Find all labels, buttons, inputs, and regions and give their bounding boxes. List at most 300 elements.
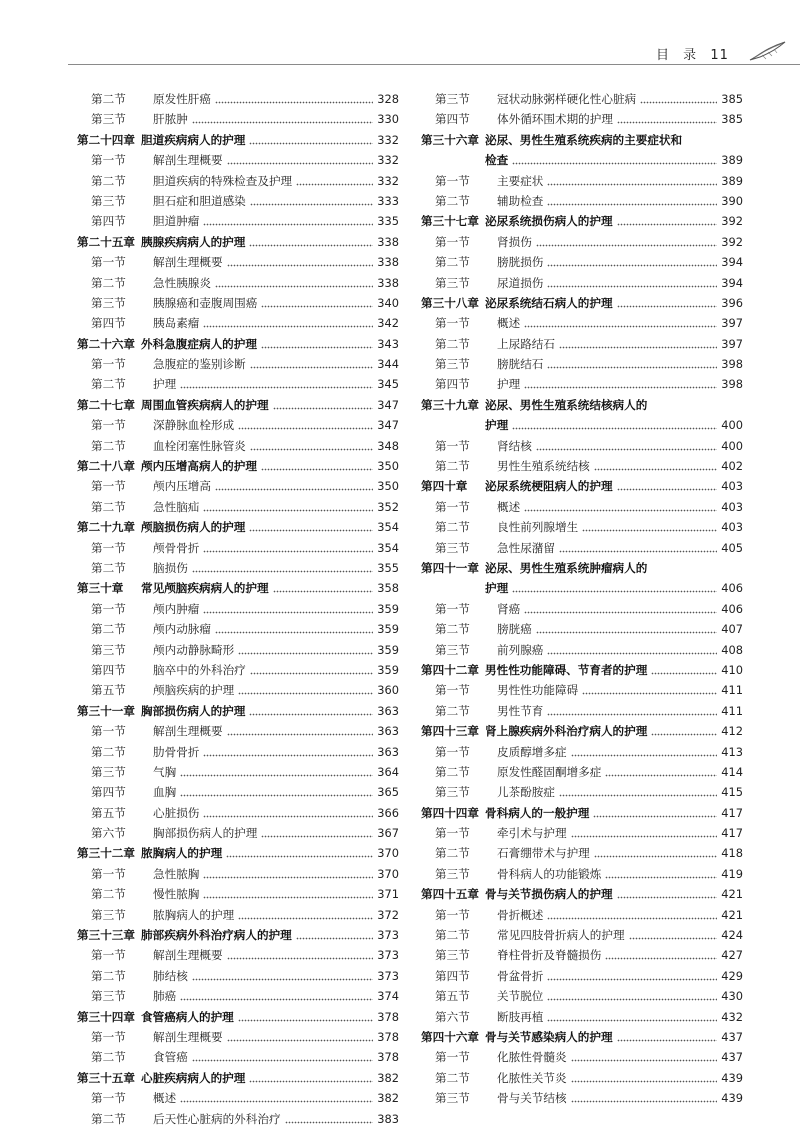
toc-leader-dots (547, 905, 717, 925)
toc-entry-number: 第一节 (91, 601, 126, 616)
toc-chapter-entry[interactable] (77, 925, 399, 945)
toc-section-entry[interactable] (77, 945, 399, 965)
toc-entry-page: 354 (377, 520, 399, 535)
toc-chapter-entry[interactable] (77, 130, 399, 150)
toc-entry-title: 骨科病人的一般护理 (485, 805, 590, 820)
toc-entry-title: 胸部损伤病人的护理 (141, 703, 246, 718)
toc-section-entry[interactable] (77, 313, 399, 333)
toc-entry-number: 第三节 (435, 357, 470, 372)
toc-leader-dots (261, 456, 373, 476)
toc-section-entry[interactable] (421, 864, 743, 884)
toc-entry-title: 胰腺疾病病人的护理 (141, 234, 246, 249)
toc-section-entry[interactable] (77, 558, 399, 578)
toc-leader-dots (180, 986, 373, 1006)
toc-section-entry[interactable] (77, 680, 399, 700)
toc-section-entry[interactable] (77, 1109, 399, 1129)
toc-entry-page: 415 (721, 785, 743, 800)
toc-entry-number: 第二节 (435, 1070, 470, 1085)
toc-entry-number: 第一节 (435, 316, 470, 331)
toc-entry-title: 胰岛素瘤 (153, 316, 200, 331)
toc-section-entry[interactable] (421, 436, 743, 456)
toc-chapter-entry[interactable] (77, 701, 399, 721)
toc-section-entry[interactable] (421, 966, 743, 986)
toc-entry-page: 347 (377, 418, 399, 433)
toc-section-entry[interactable] (421, 905, 743, 925)
toc-chapter-entry[interactable] (421, 803, 743, 823)
toc-entry-number: 第四节 (91, 662, 126, 677)
toc-entry-title: 泌尿系统结石病人的护理 (485, 295, 613, 310)
toc-entry-number: 第五节 (91, 805, 126, 820)
toc-chapter-entry[interactable] (421, 150, 743, 170)
toc-entry-number: 第二节 (91, 887, 126, 902)
toc-entry-number: 第二节 (435, 459, 470, 474)
toc-section-entry[interactable] (77, 415, 399, 435)
toc-section-entry[interactable] (421, 171, 743, 191)
toc-entry-page: 418 (721, 846, 743, 861)
toc-chapter-entry[interactable] (421, 660, 743, 680)
toc-entry-page: 332 (377, 132, 399, 147)
toc-entry-title: 概述 (153, 1091, 177, 1106)
toc-entry-title: 脓胸病人的护理 (141, 846, 223, 861)
toc-section-entry[interactable] (77, 721, 399, 741)
toc-entry-title: 断肢再植 (497, 1009, 544, 1024)
toc-leader-dots (559, 538, 717, 558)
toc-entry-number: 第二节 (435, 846, 470, 861)
toc-entry-title: 膀胱癌 (497, 622, 532, 637)
toc-entry-title: 肋骨骨折 (153, 744, 200, 759)
toc-entry-title: 食管癌 (153, 1050, 188, 1065)
toc-entry-page: 408 (721, 642, 743, 657)
toc-entry-number (421, 150, 485, 170)
toc-entry-page: 359 (377, 642, 399, 657)
toc-entry-page: 398 (721, 357, 743, 372)
toc-entry-title: 解剖生理概要 (153, 1029, 223, 1044)
toc-entry-page: 403 (721, 479, 743, 494)
toc-entry-number: 第三节 (91, 295, 126, 310)
toc-section-entry[interactable] (421, 742, 743, 762)
toc-entry-title: 颅骨骨折 (153, 540, 200, 555)
toc-entry-title: 骨科病人的功能锻炼 (497, 866, 602, 881)
toc-entry-page: 394 (721, 275, 743, 290)
toc-section-entry[interactable] (421, 640, 743, 660)
toc-entry-title: 上尿路结石 (497, 336, 555, 351)
toc-leader-dots (203, 211, 373, 231)
toc-entry-number: 第三节 (435, 642, 470, 657)
toc-leader-dots (593, 803, 717, 823)
toc-entry-page: 390 (721, 193, 743, 208)
toc-entry-title: 颅脑损伤病人的护理 (141, 520, 246, 535)
toc-leader-dots (273, 578, 374, 598)
toc-entry-title: 脑卒中的外科治疗 (153, 662, 246, 677)
toc-section-entry[interactable] (77, 884, 399, 904)
toc-entry-title: 胆道疾病的特殊检查及护理 (153, 173, 293, 188)
toc-entry-number: 第三十一章 (77, 703, 135, 718)
toc-chapter-entry[interactable] (77, 1068, 399, 1088)
toc-entry-title: 肺部疾病外科治疗病人的护理 (141, 928, 292, 943)
toc-entry-number: 第三节 (91, 907, 126, 922)
toc-entry-page: 344 (377, 357, 399, 372)
toc-section-entry[interactable] (77, 619, 399, 639)
toc-section-entry[interactable] (421, 619, 743, 639)
toc-entry-number: 第二十八章 (77, 459, 135, 474)
toc-section-entry[interactable] (77, 273, 399, 293)
toc-leader-dots (227, 150, 374, 170)
toc-entry-title: 护理 (497, 377, 521, 392)
toc-entry-page: 437 (721, 1050, 743, 1065)
toc-section-entry[interactable] (421, 252, 743, 272)
toc-entry-title: 急性脑疝 (153, 499, 200, 514)
toc-entry-title: 常见四肢骨折病人的护理 (497, 928, 625, 943)
toc-entry-page: 439 (721, 1091, 743, 1106)
toc-entry-number: 第六节 (91, 826, 126, 841)
toc-leader-dots (203, 313, 373, 333)
toc-entry-number: 第四节 (435, 968, 470, 983)
toc-entry-number: 第一节 (91, 418, 126, 433)
toc-entry-title: 肾结核 (497, 438, 532, 453)
toc-entry-page: 360 (377, 683, 399, 698)
toc-entry-page: 392 (721, 234, 743, 249)
toc-leader-dots (524, 497, 717, 517)
toc-entry-page: 394 (721, 255, 743, 270)
toc-leader-dots (594, 843, 717, 863)
toc-entry-title: 血胸 (153, 785, 177, 800)
toc-entry-number: 第一节 (435, 499, 470, 514)
toc-entry-page: 333 (377, 193, 399, 208)
toc-section-entry[interactable] (421, 680, 743, 700)
toc-entry-title: 概述 (497, 316, 521, 331)
toc-leader-dots (192, 558, 373, 578)
toc-entry-number: 第一节 (91, 153, 126, 168)
toc-entry-title: 护理 (485, 418, 509, 433)
toc-entry-number: 第三节 (91, 989, 126, 1004)
toc-entry-page: 411 (721, 703, 743, 718)
toc-entry-number: 第三十九章 (421, 397, 479, 412)
toc-entry-number: 第一节 (91, 255, 126, 270)
toc-section-entry[interactable] (421, 986, 743, 1006)
toc-entry-title: 泌尿系统梗阻病人的护理 (485, 479, 613, 494)
toc-entry-page: 403 (721, 520, 743, 535)
running-title (656, 44, 729, 63)
toc-entry-number: 第二节 (91, 377, 126, 392)
toc-section-entry[interactable] (421, 191, 743, 211)
toc-entry-page: 373 (377, 968, 399, 983)
toc-entry-title: 心脏损伤 (153, 805, 200, 820)
toc-entry-page: 348 (377, 438, 399, 453)
toc-section-entry[interactable] (421, 456, 743, 476)
toc-leader-dots (605, 762, 717, 782)
toc-section-entry[interactable] (77, 986, 399, 1006)
toc-entry-page: 338 (377, 234, 399, 249)
toc-entry-number: 第二十六章 (77, 336, 135, 351)
toc-entry-number: 第二节 (91, 744, 126, 759)
toc-leader-dots (547, 252, 717, 272)
toc-entry-number: 第三节 (91, 193, 126, 208)
toc-entry-number: 第二十四章 (77, 132, 135, 147)
toc-section-entry[interactable] (421, 374, 743, 394)
toc-section-entry[interactable] (421, 89, 743, 109)
toc-section-entry[interactable] (77, 252, 399, 272)
toc-section-entry[interactable] (77, 1047, 399, 1067)
toc-section-entry[interactable] (77, 374, 399, 394)
toc-chapter-entry[interactable] (421, 476, 743, 496)
toc-leader-dots (524, 313, 717, 333)
toc-entry-number: 第二十五章 (77, 234, 135, 249)
toc-section-entry[interactable] (421, 762, 743, 782)
toc-chapter-entry[interactable] (421, 558, 743, 578)
toc-leader-dots (651, 721, 717, 741)
toc-chapter-entry[interactable] (77, 1007, 399, 1027)
toc-chapter-entry[interactable] (77, 395, 399, 415)
toc-entry-number: 第二节 (435, 622, 470, 637)
toc-section-entry[interactable] (77, 150, 399, 170)
toc-entry-page: 332 (377, 153, 399, 168)
toc-chapter-entry[interactable] (77, 456, 399, 476)
toc-entry-page: 352 (377, 499, 399, 514)
toc-leader-dots (238, 680, 373, 700)
toc-entry-title: 肾癌 (497, 601, 521, 616)
toc-entry-number: 第三十四章 (77, 1009, 135, 1024)
toc-section-entry[interactable] (77, 803, 399, 823)
toc-section-entry[interactable] (77, 742, 399, 762)
toc-leader-dots (249, 701, 373, 721)
toc-section-entry[interactable] (77, 782, 399, 802)
toc-entry-number: 第二节 (435, 255, 470, 270)
toc-entry-title: 解剖生理概要 (153, 724, 223, 739)
toc-entry-page: 396 (721, 295, 743, 310)
toc-entry-title: 男性性功能障碍 (497, 683, 579, 698)
toc-entry-page: 406 (721, 601, 743, 616)
toc-entry-page: 372 (377, 907, 399, 922)
toc-entry-number: 第二节 (91, 173, 126, 188)
toc-entry-page: 378 (377, 1029, 399, 1044)
toc-section-entry[interactable] (421, 1068, 743, 1088)
toc-section-entry[interactable] (77, 497, 399, 517)
toc-entry-page: 328 (377, 92, 399, 106)
toc-leader-dots (617, 476, 718, 496)
toc-chapter-entry[interactable] (421, 1027, 743, 1047)
toc-entry-number: 第三节 (91, 642, 126, 657)
toc-section-entry[interactable] (421, 334, 743, 354)
toc-entry-number: 第三节 (435, 948, 470, 963)
toc-entry-page: 382 (377, 1070, 399, 1085)
toc-chapter-entry[interactable] (421, 293, 743, 313)
toc-entry-title: 儿茶酚胺症 (497, 785, 555, 800)
toc-section-entry[interactable] (77, 89, 399, 109)
toc-chapter-entry[interactable] (421, 578, 743, 598)
toc-entry-number: 第四节 (435, 377, 470, 392)
toc-section-entry[interactable] (421, 517, 743, 537)
toc-section-entry[interactable] (421, 843, 743, 863)
toc-entry-title: 主要症状 (497, 173, 544, 188)
toc-section-entry[interactable] (421, 925, 743, 945)
toc-section-entry[interactable] (421, 1007, 743, 1027)
toc-chapter-entry[interactable] (77, 334, 399, 354)
toc-entry-title: 后天性心脏病的外科治疗 (153, 1111, 281, 1126)
toc-leader-dots (512, 415, 717, 435)
toc-leader-dots (536, 619, 717, 639)
toc-entry-title: 心脏疾病病人的护理 (141, 1070, 246, 1085)
toc-entry-title: 食管癌病人的护理 (141, 1009, 234, 1024)
toc-chapter-entry[interactable] (421, 415, 743, 435)
toc-entry-number: 第二节 (91, 275, 126, 290)
toc-chapter-entry[interactable] (421, 395, 743, 415)
toc-chapter-entry[interactable] (77, 232, 399, 252)
toc-entry-number: 第二节 (435, 928, 470, 943)
toc-entry-title: 解剖生理概要 (153, 255, 223, 270)
toc-leader-dots (227, 721, 374, 741)
toc-section-entry[interactable] (421, 538, 743, 558)
toc-entry-title: 胆道肿瘤 (153, 214, 200, 229)
toc-entry-number: 第一节 (435, 601, 470, 616)
toc-leader-dots (651, 660, 717, 680)
toc-entry-title: 泌尿、男性生殖系统疾病的主要症状和 (485, 132, 683, 147)
toc-entry-page: 389 (721, 153, 743, 168)
toc-entry-page: 406 (721, 581, 743, 596)
toc-chapter-entry[interactable] (77, 578, 399, 598)
toc-section-entry[interactable] (421, 599, 743, 619)
toc-chapter-entry[interactable] (421, 130, 743, 150)
toc-entry-title: 肺结核 (153, 968, 188, 983)
toc-leader-dots (605, 945, 717, 965)
toc-section-entry[interactable] (421, 823, 743, 843)
toc-section-entry[interactable] (77, 109, 399, 129)
toc-section-entry[interactable] (77, 191, 399, 211)
toc-leader-dots (249, 130, 373, 150)
toc-entry-number: 第四节 (435, 112, 470, 127)
toc-section-entry[interactable] (77, 171, 399, 191)
toc-leader-dots (640, 89, 717, 109)
toc-section-entry[interactable] (421, 313, 743, 333)
toc-entry-number (421, 578, 485, 598)
toc-entry-title: 骨与关节感染病人的护理 (485, 1029, 613, 1044)
toc-section-entry[interactable] (77, 476, 399, 496)
toc-leader-dots (250, 354, 373, 374)
toc-section-entry[interactable] (421, 232, 743, 252)
toc-section-entry[interactable] (77, 966, 399, 986)
toc-leader-dots (559, 782, 717, 802)
toc-entry-title: 牵引术与护理 (497, 826, 567, 841)
toc-entry-title: 肾上腺疾病外科治疗病人的护理 (485, 724, 648, 739)
toc-section-entry[interactable] (77, 354, 399, 374)
toc-entry-number: 第三十六章 (421, 132, 479, 147)
toc-section-entry[interactable] (77, 538, 399, 558)
toc-section-entry[interactable] (421, 497, 743, 517)
toc-entry-page: 410 (721, 662, 743, 677)
toc-section-entry[interactable] (77, 762, 399, 782)
toc-entry-page: 400 (721, 418, 743, 433)
toc-section-entry[interactable] (421, 109, 743, 129)
toc-leader-dots (203, 599, 373, 619)
toc-section-entry[interactable] (77, 1027, 399, 1047)
toc-entry-page: 366 (377, 805, 399, 820)
toc-entry-page: 363 (377, 744, 399, 759)
toc-entry-title: 肝脓肿 (153, 112, 188, 127)
toc-leader-dots (203, 497, 373, 517)
toc-entry-number: 第三节 (435, 785, 470, 800)
toc-entry-page: 382 (377, 1091, 399, 1106)
toc-entry-page: 342 (377, 316, 399, 331)
toc-entry-page: 421 (721, 907, 743, 922)
toc-section-entry[interactable] (421, 782, 743, 802)
toc-chapter-entry[interactable] (421, 721, 743, 741)
toc-entry-title: 颅脑疾病的护理 (153, 683, 235, 698)
toc-section-entry[interactable] (77, 436, 399, 456)
toc-entry-number: 第四十章 (421, 479, 468, 494)
toc-leader-dots (547, 273, 717, 293)
toc-chapter-entry[interactable] (421, 211, 743, 231)
toc-entry-title: 脊柱骨折及脊髓损伤 (497, 948, 602, 963)
toc-chapter-entry[interactable] (77, 843, 399, 863)
toc-leader-dots (261, 823, 373, 843)
toc-section-entry[interactable] (77, 640, 399, 660)
toc-entry-number: 第四节 (91, 785, 126, 800)
toc-section-entry[interactable] (77, 599, 399, 619)
toc-section-entry[interactable] (77, 293, 399, 313)
toc-entry-title: 男性节育 (497, 703, 544, 718)
toc-entry-page: 338 (377, 275, 399, 290)
toc-chapter-entry[interactable] (77, 517, 399, 537)
toc-section-entry[interactable] (421, 701, 743, 721)
toc-entry-number: 第一节 (435, 438, 470, 453)
toc-entry-title: 外科急腹症病人的护理 (141, 336, 257, 351)
toc-section-entry[interactable] (77, 905, 399, 925)
toc-entry-page: 359 (377, 601, 399, 616)
toc-leader-dots (238, 640, 373, 660)
toc-entry-page: 412 (721, 724, 743, 739)
toc-entry-number: 第二节 (435, 703, 470, 718)
toc-section-entry[interactable] (421, 273, 743, 293)
toc-entry-page: 370 (377, 866, 399, 881)
toc-section-entry[interactable] (77, 660, 399, 680)
toc-entry-title: 胆道疾病病人的护理 (141, 132, 246, 147)
toc-entry-number: 第二节 (91, 438, 126, 453)
toc-entry-number: 第三十五章 (77, 1070, 135, 1085)
toc-entry-number: 第三十八章 (421, 295, 479, 310)
toc-entry-page: 350 (377, 459, 399, 474)
toc-section-entry[interactable] (421, 354, 743, 374)
toc-entry-title: 膀胱结石 (497, 357, 544, 372)
toc-entry-page: 359 (377, 662, 399, 677)
toc-leader-dots (582, 517, 717, 537)
toc-section-entry[interactable] (421, 1088, 743, 1108)
toc-leader-dots (192, 966, 373, 986)
toc-section-entry[interactable] (77, 864, 399, 884)
toc-entry-page: 364 (377, 764, 399, 779)
toc-section-entry[interactable] (77, 823, 399, 843)
toc-entry-page: 389 (721, 173, 743, 188)
toc-section-entry[interactable] (77, 211, 399, 231)
toc-entry-page: 363 (377, 724, 399, 739)
toc-entry-title: 前列腺癌 (497, 642, 544, 657)
toc-leader-dots (617, 109, 717, 129)
toc-entry-number: 第二节 (435, 520, 470, 535)
toc-entry-page: 370 (377, 846, 399, 861)
toc-section-entry[interactable] (77, 1088, 399, 1108)
toc-leader-dots (536, 232, 717, 252)
toc-chapter-entry[interactable] (421, 884, 743, 904)
toc-entry-title: 辅助检查 (497, 193, 544, 208)
toc-entry-title: 石膏绷带术与护理 (497, 846, 590, 861)
toc-leader-dots (227, 252, 374, 272)
toc-entry-number: 第一节 (91, 1029, 126, 1044)
toc-entry-page: 363 (377, 703, 399, 718)
toc-leader-dots (192, 1047, 373, 1067)
toc-entry-title: 骨折概述 (497, 907, 544, 922)
toc-section-entry[interactable] (421, 945, 743, 965)
toc-section-entry[interactable] (421, 1047, 743, 1067)
toc-entry-number: 第二节 (91, 1111, 126, 1126)
toc-entry-page: 332 (377, 173, 399, 188)
